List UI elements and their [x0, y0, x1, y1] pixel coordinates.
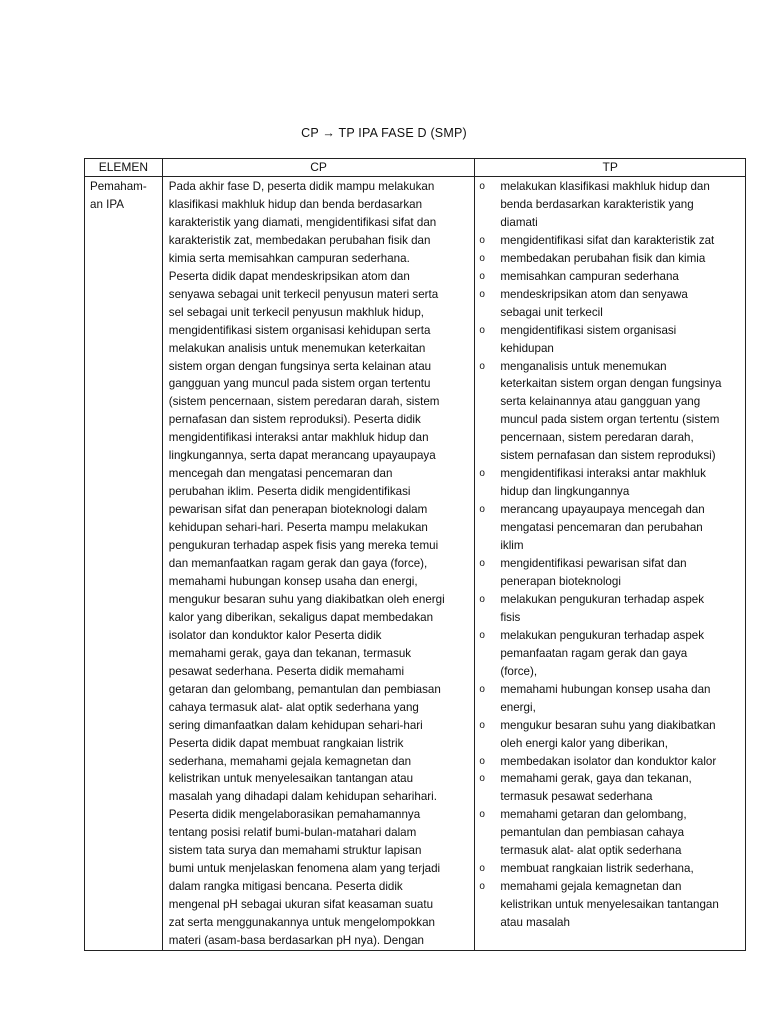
text-line: lingkungannya, serta dapat merancang upayaupaya	[168, 449, 436, 463]
text-line: Pada akhir fase D, peserta didik mampu melakukan	[168, 180, 435, 193]
text-line: sering dimanfaatkan dalam kehidupan sehari-hari	[168, 718, 423, 732]
bullet-icon: o	[479, 504, 485, 516]
tp-item-line: pemanfaatan ragam gerak dan gaya	[500, 646, 688, 660]
tp-item-line: benda berdasarkan karakteristik yang	[500, 197, 694, 211]
bullet-icon: o	[479, 558, 485, 570]
header-tp: TP	[475, 159, 746, 177]
bullet-icon: o	[479, 809, 485, 821]
bullet-icon: o	[479, 719, 485, 731]
text-line: perubahan iklim. Peserta didik mengidentifikasi	[168, 485, 411, 499]
text-line: kelistrikan untuk menyelesaikan tantangan atau	[168, 772, 414, 786]
tp-item-line: memahami getaran dan gelombang,	[500, 808, 687, 822]
bullet-icon: o	[479, 773, 485, 785]
bullet-icon: o	[479, 288, 485, 300]
bullet-icon: o	[479, 252, 485, 264]
tp-item-line: mengukur besaran suhu yang diakibatkan	[500, 718, 716, 732]
text-line: pewarisan sifat dan penerapan bioteknologi dalam	[168, 503, 428, 517]
text-line: cahaya termasuk alat- alat optik sederhana yang	[168, 700, 419, 714]
text-line: mengidentifikasi interaksi antar makhluk hidup dan	[168, 431, 429, 445]
cp-paragraph	[169, 178, 471, 950]
text-line: tentang posisi relatif bumi-bulan-matahari dalam	[168, 826, 417, 840]
cp-tp-table	[84, 158, 746, 951]
text-line: Peserta didik dapat membuat rangkaian listrik	[168, 736, 404, 750]
table-header-row	[85, 159, 746, 177]
text-line: Peserta didik mengelaborasikan pemahamannya	[168, 808, 421, 822]
tp-item-line: merancang upayaupaya mencegah dan	[500, 503, 705, 517]
tp-list-item	[475, 681, 743, 717]
bullet-icon: o	[479, 181, 485, 192]
text-line: karakteristik yang diamati, mengidentifikasi sifat dan	[168, 215, 437, 229]
text-line: dan memanfaatkan ragam gerak dan gaya (force),	[168, 557, 428, 571]
tp-item-line: memahami gerak, gaya dan tekanan,	[500, 772, 692, 786]
tp-item-line: mengidentifikasi pewarisan sifat dan	[500, 557, 687, 571]
text-line: senyawa sebagai unit terkecil penyusun materi serta	[168, 287, 439, 301]
text-line: isolator dan konduktor kalor Peserta didik	[168, 628, 382, 642]
text-line: zat serta menggunakannya untuk mengelompokkan	[168, 916, 435, 930]
tp-item-line: membuat rangkaian listrik sederhana,	[500, 862, 694, 876]
text-line: getaran dan gelombang, pemantulan dan pembiasan	[168, 682, 441, 696]
tp-item-line: mengidentifikasi sifat dan karakteristik zat	[500, 233, 715, 247]
tp-item-line: menganalisis untuk menemukan	[500, 359, 667, 373]
tp-item-line: kehidupan	[500, 341, 554, 355]
tp-item-line: muncul pada sistem organ tertentu (sistem	[500, 413, 720, 427]
tp-list-item	[475, 591, 743, 627]
tp-list-item	[475, 178, 743, 232]
tp-list-item	[475, 358, 743, 466]
text-line: memahami gerak, gaya dan tekanan, termasuk	[168, 646, 412, 660]
tp-item-line: membedakan perubahan fisik dan kimia	[500, 251, 706, 265]
cp-cell	[162, 177, 475, 951]
tp-list-item	[475, 286, 743, 322]
tp-item-line: melakukan pengukuran terhadap aspek	[500, 592, 705, 606]
tp-item-line: serta kelainannya atau gangguan yang	[500, 395, 701, 409]
tp-item-line: membedakan isolator dan konduktor kalor	[500, 754, 717, 768]
tp-item-line: memisahkan campuran sederhana	[500, 269, 679, 283]
tp-list-item	[475, 555, 743, 591]
tp-item-line: termasuk pesawat sederhana	[500, 790, 653, 804]
tp-item-line: sistem pernafasan dan sistem reproduksi)	[500, 449, 716, 463]
tp-list-item	[475, 860, 743, 878]
text-line: mencegah dan mengatasi pencemaran dan	[168, 467, 393, 481]
tp-item-line: kelistrikan untuk menyelesaikan tantangan	[500, 898, 719, 912]
tp-item-line: pemantulan dan pembiasan cahaya	[500, 826, 685, 840]
tp-item-line: mengatasi pencemaran dan perubahan	[500, 521, 703, 535]
text-line: klasifikasi makhluk hidup dan benda berdasarkan	[168, 197, 423, 211]
text-line: sistem tata surya dan memahami struktur lapisan	[168, 844, 422, 858]
tp-list-item	[475, 770, 743, 806]
elemen-text	[90, 178, 158, 214]
bullet-icon: o	[479, 360, 485, 372]
text-line: mengenal pH sebagai ukuran sifat keasaman suatu	[168, 898, 434, 912]
tp-list-item	[475, 806, 743, 860]
tp-list-item	[475, 627, 743, 681]
tp-item-line: mendeskripsikan atom dan senyawa	[500, 287, 688, 301]
tp-item-line: memahami gejala kemagnetan dan	[500, 880, 682, 894]
tp-list-item	[475, 322, 743, 358]
tp-list-item	[475, 717, 743, 753]
text-line: mengidentifikasi sistem organisasi kehidupan serta	[168, 323, 431, 337]
bullet-icon: o	[479, 755, 485, 767]
text-line: kehidupan sehari-hari. Peserta mampu melakukan	[168, 521, 428, 535]
tp-list-item	[475, 501, 743, 555]
text-line: sederhana, memahami gejala kemagnetan dan	[168, 754, 412, 768]
tp-item-line: penerapan bioteknologi	[500, 574, 621, 588]
bullet-icon: o	[479, 683, 485, 695]
text-line: melakukan analisis untuk menemukan keterkaitan	[168, 341, 426, 355]
tp-list-item	[475, 268, 743, 286]
bullet-icon: o	[479, 863, 485, 875]
tp-item-line: termasuk alat- alat optik sederhana	[500, 844, 682, 858]
tp-item-line: mengidentifikasi sistem organisasi	[500, 323, 677, 337]
tp-item-line: hidup dan lingkungannya	[500, 485, 630, 499]
text-line: an IPA	[90, 197, 124, 211]
text-line: sel sebagai unit terkecil penyusun makhluk hidup,	[168, 305, 425, 319]
text-line: masalah yang dihadapi dalam kehidupan seharihari.	[168, 790, 437, 804]
tp-item-line: melakukan klasifikasi makhluk hidup dan	[500, 180, 710, 193]
tp-item-line: atau masalah	[500, 916, 570, 930]
header-cp: CP	[162, 159, 475, 177]
bullet-icon: o	[479, 468, 485, 480]
tp-item-line: keterkaitan sistem organ dengan fungsinya	[500, 377, 722, 391]
text-line: dalam rangka mitigasi bencana. Peserta didik	[168, 880, 403, 894]
text-line: Pemaham-	[90, 180, 147, 193]
text-line: pernafasan dan sistem reproduksi). Peserta didik	[168, 413, 421, 427]
text-line: materi (asam-basa berdasarkan pH nya). Dengan	[168, 934, 424, 948]
tp-item-line: sebagai unit terkecil	[500, 305, 603, 319]
tp-cell	[475, 177, 746, 951]
header-elemen: ELEMEN	[85, 159, 163, 177]
bullet-icon: o	[479, 234, 485, 246]
text-line: memahami hubungan konsep usaha dan energi,	[168, 574, 418, 588]
elemen-cell	[85, 177, 163, 951]
document-title: CP → TP IPA FASE D (SMP)	[301, 126, 467, 140]
text-line: karakteristik zat, membedakan perubahan fisik dan	[168, 233, 431, 247]
tp-item-line: energi,	[500, 700, 536, 714]
text-line: Peserta didik dapat mendeskripsikan atom dan	[168, 269, 410, 283]
tp-item-line: memahami hubungan konsep usaha dan	[500, 682, 711, 696]
tp-list-item	[475, 232, 743, 250]
tp-item-line: (force),	[500, 664, 538, 678]
text-line: pesawat sederhana. Peserta didik memahami	[168, 664, 405, 678]
tp-item-line: diamati	[500, 215, 538, 229]
tp-item-line: oleh energi kalor yang diberikan,	[500, 736, 668, 750]
text-line: mengukur besaran suhu yang diakibatkan oleh energi	[168, 592, 445, 606]
text-line: bumi untuk menjelaskan fenomena alam yang terjadi	[168, 862, 441, 876]
text-line: kimia serta memisahkan campuran sederhana.	[168, 251, 410, 265]
tp-list-item	[475, 465, 743, 501]
tp-list-item	[475, 250, 743, 268]
text-line: gangguan yang muncul pada sistem organ tertentu	[168, 377, 431, 391]
tp-item-line: pencernaan, sistem peredaran darah,	[500, 431, 694, 445]
text-line: kalor yang diberikan, sekaligus dapat membedakan	[168, 610, 434, 624]
table-row	[85, 177, 746, 951]
tp-item-line: iklim	[500, 539, 524, 553]
bullet-icon: o	[479, 270, 485, 282]
tp-item-line: melakukan pengukuran terhadap aspek	[500, 628, 705, 642]
bullet-icon: o	[479, 629, 485, 641]
text-line: sistem organ dengan fungsinya serta kelainan atau	[168, 359, 432, 373]
tp-item-line: mengidentifikasi interaksi antar makhluk	[500, 467, 706, 481]
tp-list-item	[475, 753, 743, 771]
text-line: pengukuran terhadap aspek fisis yang mereka temui	[168, 539, 439, 553]
bullet-icon: o	[479, 881, 485, 893]
tp-list	[475, 178, 743, 932]
tp-list-item	[475, 878, 743, 932]
bullet-icon: o	[479, 324, 485, 336]
bullet-icon: o	[479, 593, 485, 605]
tp-item-line: fisis	[500, 610, 521, 624]
text-line: (sistem pencernaan, sistem peredaran darah, sistem	[168, 395, 440, 409]
